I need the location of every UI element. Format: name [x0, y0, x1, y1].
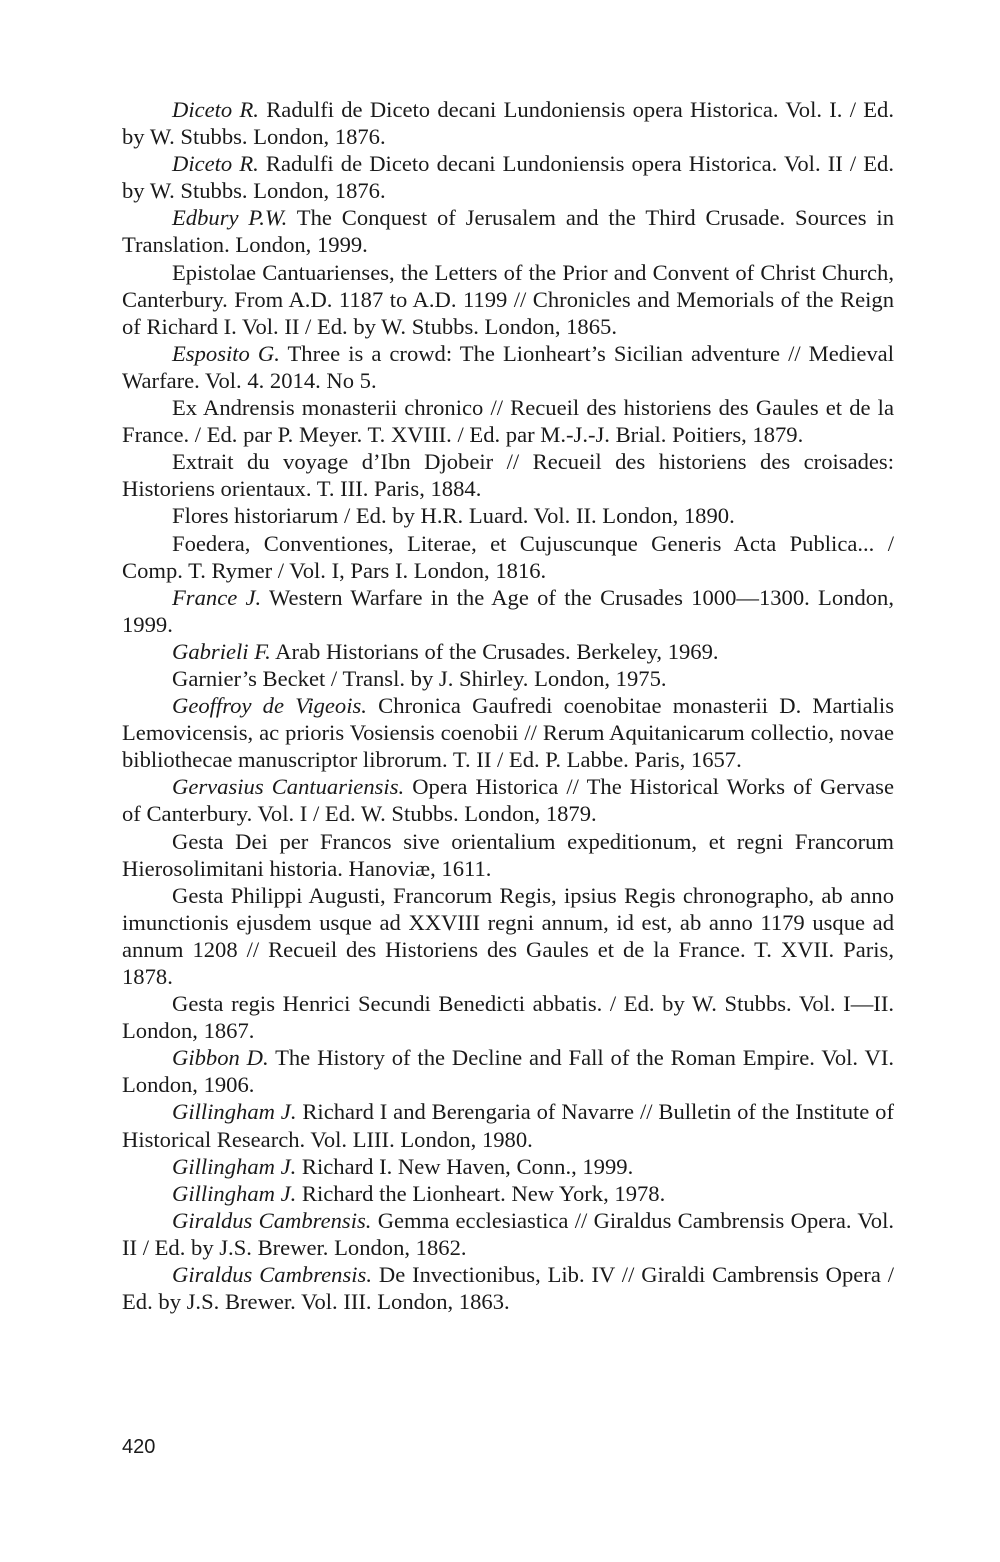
bibliography-entry: [122, 448, 894, 502]
entry-author: Giraldus Cambrensis.: [172, 1262, 372, 1288]
bibliography-entry: [122, 638, 894, 665]
entry-text: Western Warfare in the Age of the Crusades 1000—1300. London, 1999.: [122, 584, 894, 637]
bibliography-entry: [122, 150, 894, 204]
entry-author: Gillingham J.: [172, 1153, 297, 1179]
entry-text: The History of the Decline and Fall of the Roman Empire. Vol. VI. London, 1906.: [122, 1045, 894, 1098]
entry-text: Foedera, Conventiones, Literae, et Cujuscunque Generis Acta Publica... / Comp. T. Rymer / Vol. I, Pars I. London, 1816.: [122, 530, 894, 583]
entry-text: Gemma ecclesiastica // Giraldus Cambrensis Opera. Vol. II / Ed. by J.S. Brewer. London, 1862.: [122, 1207, 895, 1260]
entry-text: Richard the Lionheart. New York, 1978.: [296, 1180, 666, 1206]
bibliography-entry: [122, 96, 894, 150]
bibliography-entry: [122, 692, 894, 773]
bibliography-entry: [122, 773, 894, 827]
entry-text: De Invectionibus, Lib. IV // Giraldi Cambrensis Opera / Ed. by J.S. Brewer. Vol. III. London, 1863.: [122, 1262, 894, 1315]
bibliography-list: [122, 96, 894, 1315]
bibliography-entry: [122, 1207, 894, 1261]
entry-text: Ex Andrensis monasterii chronico // Recueil des historiens des Gaules et de la France. / Ed. par P. Meyer. T. XVIII. / Ed. par M.-J.-J. Brial. Poitiers, 1879.: [122, 395, 894, 448]
entry-author: Gillingham J.: [172, 1180, 297, 1206]
entry-text: Radulfi de Diceto decani Lundoniensis opera Historica. Vol. II / Ed. by W. Stubbs. London, 1876.: [122, 151, 894, 204]
entry-author: Gervasius Cantuariensis.: [172, 774, 405, 800]
entry-text: Extrait du voyage d’Ibn Djobeir // Recueil des historiens des croisades: Historiens orientaux. T. III. Paris, 1884.: [122, 449, 894, 502]
bibliography-entry: [122, 584, 894, 638]
bibliography-entry: [122, 530, 894, 584]
bibliography-entry: [122, 882, 894, 990]
entry-text: Garnier’s Becket / Transl. by J. Shirley. London, 1975.: [172, 665, 667, 691]
page-number: 420: [122, 1436, 156, 1458]
entry-text: Arab Historians of the Crusades. Berkeley, 1969.: [270, 638, 719, 664]
bibliography-entry: [122, 1153, 894, 1180]
entry-author: Diceto R.: [172, 151, 259, 177]
entry-author: Gibbon D.: [172, 1045, 269, 1071]
entry-text: Radulfi de Diceto decani Lundoniensis opera Historica. Vol. I. / Ed. by W. Stubbs. London, 1876.: [122, 97, 894, 150]
entry-text: Opera Historica // The Historical Works of Gervase of Canterbury. Vol. I / Ed. W. Stubbs. London, 1879.: [122, 774, 894, 827]
entry-text: Gesta regis Henrici Secundi Benedicti abbatis. / Ed. by W. Stubbs. Vol. I—II. London, 1867.: [122, 991, 894, 1044]
entry-text: Three is a crowd: The Lionheart’s Sicilian adventure // Medieval Warfare. Vol. 4. 2014. No 5.: [122, 340, 894, 393]
entry-text: Chronica Gaufredi coenobitae monasterii D. Martialis Lemovicensis, ac prioris Vosiensis coenobii // Rerum Aquitanicarum collectio, novae bibliothecae manuscriptor librorum. T. II / Ed. P. Labbe. Paris, 1657.: [122, 693, 894, 773]
entry-author: Esposito G.: [172, 340, 280, 366]
bibliography-entry: [122, 828, 894, 882]
entry-text: The Conquest of Jerusalem and the Third Crusade. Sources in Translation. London, 1999.: [122, 205, 894, 258]
bibliography-entry: [122, 204, 894, 258]
entry-text: Richard I and Berengaria of Navarre // Bulletin of the Institute of Historical Research. Vol. LIII. London, 1980.: [122, 1099, 894, 1152]
entry-author: Geoffroy de Vigeois.: [172, 693, 367, 719]
bibliography-entry: [122, 990, 894, 1044]
entry-author: Gillingham J.: [172, 1099, 297, 1125]
entry-text: Epistolae Cantuarienses, the Letters of the Prior and Convent of Christ Church, Canterbury. From A.D. 1187 to A.D. 1199 // Chronicles and Memorials of the Reign of Richard I. Vol. II / Ed. by W. Stubbs. London, 1865.: [122, 259, 894, 339]
entry-author: Gabrieli F.: [172, 638, 271, 664]
entry-author: Diceto R.: [172, 97, 259, 122]
bibliography-entry: [122, 1098, 894, 1152]
entry-text: Gesta Philippi Augusti, Francorum Regis, ipsius Regis chronographo, ab anno imunctionis ejusdem usque ad XXVIII regni annum, id est, ab anno 1179 usque ad annum 1208 // Recueil des Historiens des Gaules et de la France. T. XVII. Paris, 1878.: [122, 882, 894, 989]
bibliography-entry: [122, 259, 894, 340]
entry-text: Richard I. New Haven, Conn., 1999.: [296, 1153, 634, 1179]
bibliography-entry: [122, 1180, 894, 1207]
bibliography-entry: [122, 502, 894, 529]
entry-author: Giraldus Cambrensis.: [172, 1207, 372, 1233]
entry-author: Edbury P.W.: [172, 205, 288, 231]
bibliography-entry: [122, 340, 894, 394]
entry-text: Flores historiarum / Ed. by H.R. Luard. Vol. II. London, 1890.: [172, 503, 735, 529]
bibliography-entry: [122, 394, 894, 448]
bibliography-entry: [122, 665, 894, 692]
entry-text: Gesta Dei per Francos sive orientalium expeditionum, et regni Francorum Hierosolimitani historia. Hanoviæ, 1611.: [122, 828, 894, 881]
bibliography-entry: [122, 1044, 894, 1098]
entry-author: France J.: [172, 584, 262, 610]
bibliography-entry: [122, 1261, 894, 1315]
